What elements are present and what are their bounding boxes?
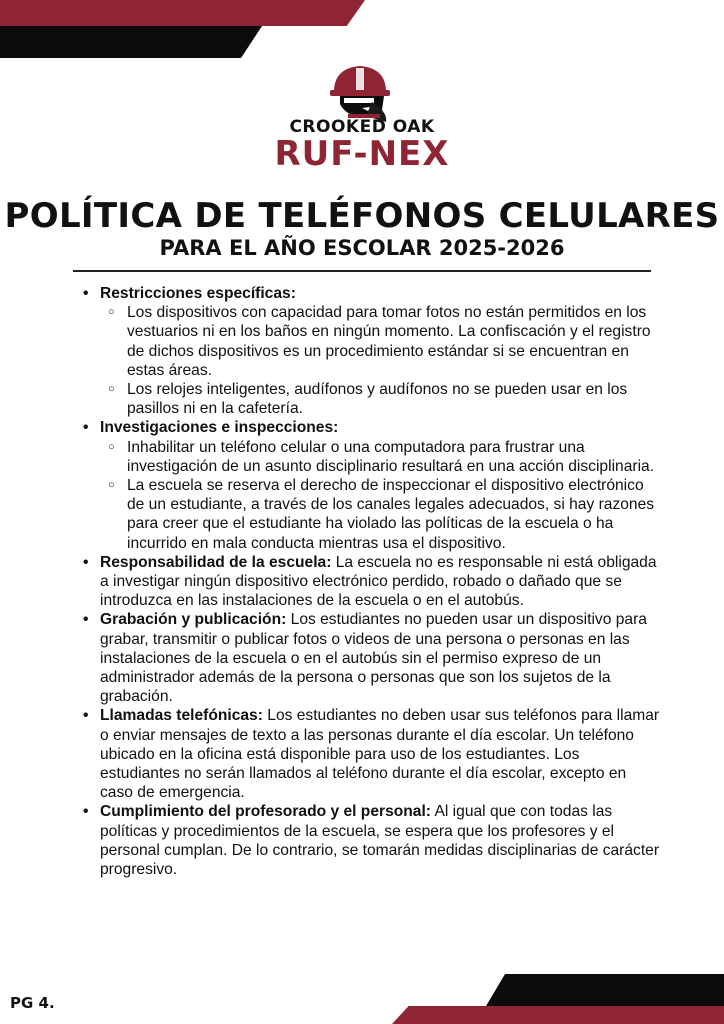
policy-sublist <box>100 303 660 418</box>
policy-item <box>75 284 660 418</box>
bottom-maroon-band <box>392 1006 724 1024</box>
policy-item <box>75 418 660 552</box>
top-maroon-band <box>0 0 365 26</box>
policy-text: Al igual que con todas las políticas y procedimientos de la escuela, se espera que los profesores y el personal cumplan. De lo contrario, se tomarán medidas disciplinarias de carácter progresivo. <box>100 803 660 879</box>
policy-content <box>75 284 660 879</box>
policy-item <box>75 706 660 802</box>
title-divider <box>73 270 651 272</box>
page-title: POLÍTICA DE TELÉFONOS CELULARES <box>4 196 720 236</box>
page-subtitle: PARA EL AÑO ESCOLAR 2025-2026 <box>159 236 565 260</box>
policy-subitem: ○ Los relojes inteligentes, audífonos y audífonos no se pueden usar en los pasillos ni en la cafetería. <box>100 380 660 418</box>
policy-text: Los estudiantes no pueden usar un dispositivo para grabar, transmitir o publicar fotos o videos de una persona o personas en las instalaciones de la escuela o en el autobús sin el permiso expreso de un administrador además de la persona o personas que son los sujetos de la grabación. <box>100 611 647 706</box>
school-logo <box>262 62 462 174</box>
policy-item <box>75 802 660 879</box>
policy-text: La escuela no es responsable ni está obligada a investigar ningún dispositivo electrónico perdido, robado o dañado que se introduzca en las instalaciones de la escuela o en el autobús. <box>100 553 657 610</box>
policy-subitem: ○ Inhabilitar un teléfono celular o una computadora para frustrar una investigación de un asunto disciplinario resultará en una acción disciplinaria. <box>100 438 660 476</box>
policy-item <box>75 610 660 706</box>
policy-item <box>75 553 660 611</box>
policy-subitem: ○ Los dispositivos con capacidad para tomar fotos no están permitidos en los vestuarios ni en los baños en ningún momento. La confiscación y el registro de dichos dispositivos es un procedimiento estándar si se encuentran en estas áreas. <box>100 303 660 380</box>
brand-line2: RUF-NEX <box>274 134 450 174</box>
policy-heading: Llamadas telefónicas: <box>100 707 263 725</box>
policy-subitem: ○ La escuela se reserva el derecho de inspeccionar el dispositivo electrónico de un estudiante, a través de los canales legales adecuados, si hay razones para creer que el estudiante ha violado las políticas de la escuela o ha incurrido en mala conducta mientras usa el dispositivo. <box>100 476 660 553</box>
top-black-band <box>0 26 262 58</box>
policy-heading: Investigaciones e inspecciones: <box>100 419 339 437</box>
policy-heading: Responsabilidad de la escuela: <box>100 553 332 571</box>
policy-text: Los estudiantes no deben usar sus teléfonos para llamar o enviar mensajes de texto a las personas durante el día escolar. Un teléfono ubicado en la oficina está disponible para uso de los estudiantes. Los estudiantes no serán llamados al teléfono durante el día escolar, excepto en caso de emergencia. <box>100 707 660 802</box>
brand-line1: CROOKED OAK <box>289 117 435 137</box>
policy-heading: Restricciones específicas: <box>100 285 296 302</box>
policy-heading: Cumplimiento del profesorado y el personal: <box>100 803 431 821</box>
policy-list <box>75 284 660 879</box>
policy-heading: Grabación y publicación: <box>100 611 287 629</box>
page-number: PG 4. <box>10 994 55 1012</box>
policy-sublist <box>100 438 660 553</box>
bottom-black-band <box>486 974 724 1006</box>
